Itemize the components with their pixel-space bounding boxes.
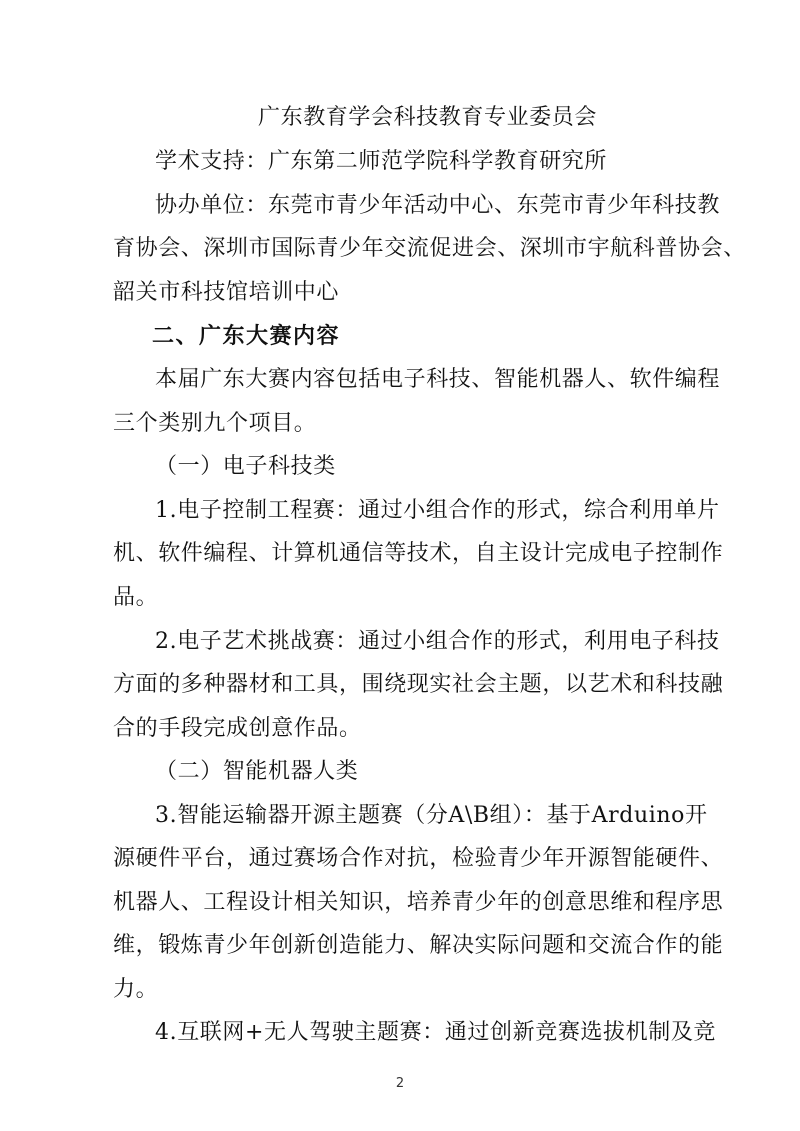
content-intro-line-1: 本届广东大赛内容包括电子科技、智能机器人、软件编程 <box>155 367 721 392</box>
item-3-line-2: 源硬件平台，通过赛场合作对抗，检验青少年开源智能硬件、 <box>113 846 724 871</box>
item-3-line-5: 力。 <box>113 977 159 1002</box>
item-3-line-1: 3.智能运输器开源主题赛（分A\B组）：基于Arduino开 <box>155 803 708 828</box>
content-intro-line-2: 三个类别九个项目。 <box>113 411 317 436</box>
academic-support-line: 学术支持：广东第二师范学院科学教育研究所 <box>155 149 608 174</box>
section-heading: 二、广东大赛内容 <box>152 324 341 349</box>
item-1-line-1: 1.电子控制工程赛：通过小组合作的形式，综合利用单片 <box>155 498 720 523</box>
co-organizer-line-2: 育协会、深圳市国际青少年交流促进会、深圳市宇航科普协会、 <box>113 236 746 261</box>
category-heading-2: （二）智能机器人类 <box>155 759 359 784</box>
co-organizer-line-3: 韶关市科技馆培训中心 <box>113 280 340 305</box>
item-4-line-1: 4.互联网+无人驾驶主题赛：通过创新竞赛选拔机制及竞 <box>155 1020 717 1045</box>
category-heading-1: （一）电子科技类 <box>155 454 336 479</box>
item-1-line-3: 品。 <box>113 585 159 610</box>
item-2-line-3: 合的手段完成创意作品。 <box>113 716 362 741</box>
item-3-line-4: 维，锻炼青少年创新创造能力、解决实际问题和交流合作的能 <box>113 933 724 958</box>
item-2-line-1: 2.电子艺术挑战赛：通过小组合作的形式，利用电子科技 <box>155 629 720 654</box>
page-number: 2 <box>395 1076 405 1091</box>
organizer-line: 广东教育学会科技教育专业委员会 <box>258 105 598 130</box>
co-organizer-line-1: 协办单位：东莞市青少年活动中心、东莞市青少年科技教 <box>155 193 721 218</box>
item-1-line-2: 机、软件编程、计算机通信等技术，自主设计完成电子控制作 <box>113 541 724 566</box>
item-3-line-3: 机器人、工程设计相关知识，培养青少年的创意思维和程序思 <box>113 890 724 915</box>
item-2-line-2: 方面的多种器材和工具，围绕现实社会主题，以艺术和科技融 <box>113 672 724 697</box>
